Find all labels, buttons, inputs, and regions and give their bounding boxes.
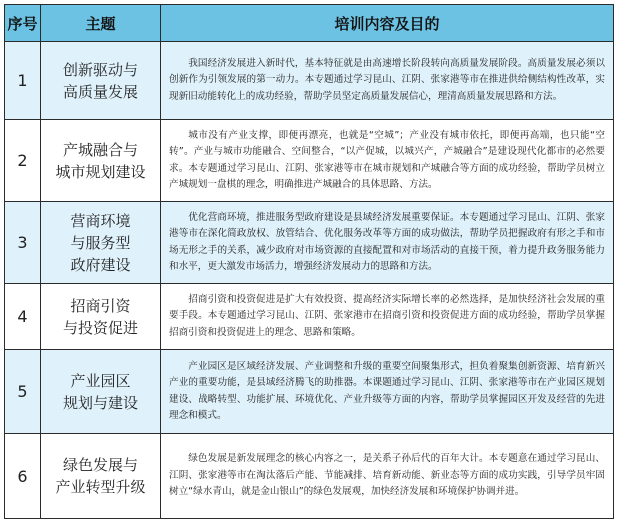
- table-row: [5, 350, 614, 434]
- topic-line: 高质量发展: [62, 82, 138, 101]
- row-topic: [41, 42, 161, 120]
- header-number: 序号: [5, 5, 41, 42]
- topic-line: 产业园区: [70, 371, 131, 390]
- row-number: 4: [5, 284, 41, 350]
- table-row: [5, 284, 614, 350]
- row-topic: [41, 350, 161, 434]
- row-topic: [41, 202, 161, 284]
- row-number: 2: [5, 120, 41, 202]
- topic-line: 与服务型: [70, 233, 131, 252]
- row-content: 城市没有产业支撑，即便再漂亮，也就是“空城”；产业没有城市依托，即便再高端，也只能“空转”。产业与城市功能融合、空间整合，“以产促城，以城兴产，产城融合”是建设现代化都市的必然要求。本专题通过学习昆山、江阴、张家港等市在城市规划和产城融合等方面的成功经验，帮助学员树立产城规划一盘棋的理念，明确推进产城融合的具体思路、方法。: [161, 120, 614, 202]
- table-row: [5, 120, 614, 202]
- row-content: 产业园区是区域经济发展、产业调整和升级的重要空间聚集形式，担负着聚集创新资源、培育新兴产业的重要功能，是县域经济腾飞的助推器。本课题通过学习昆山、江阴、张家港等市在产业园区规划建设、战略转型、功能扩展、环境优化、产业升级等方面的内容，帮助学员掌握园区开发及经营的先进理念和模式。: [161, 350, 614, 434]
- training-table-wrapper: [4, 4, 613, 519]
- row-number: 6: [5, 434, 41, 519]
- table-row: [5, 42, 614, 120]
- topic-line: 产城融合与: [62, 140, 138, 159]
- table-row: [5, 202, 614, 284]
- row-topic: [41, 284, 161, 350]
- topic-line: 政府建设: [70, 255, 131, 274]
- row-number: 5: [5, 350, 41, 434]
- table-header-row: [5, 5, 614, 42]
- row-number: 3: [5, 202, 41, 284]
- row-content: 招商引资和投资促进是扩大有效投资、提高经济实际增长率的必然选择，是加快经济社会发展的重要手段。本专题通过学习昆山、江阴、张家港市在招商引资和投资促进方面的成功经验，帮助学员掌握招商引资和投资促进上的理念、思路和策略。: [161, 284, 614, 350]
- header-topic: 主题: [41, 5, 161, 42]
- topic-line: 招商引资: [70, 296, 131, 315]
- header-content: 培训内容及目的: [161, 5, 614, 42]
- topic-line: 产业转型升级: [55, 478, 146, 496]
- topic-line: 规划与建设: [62, 393, 138, 412]
- topic-line: 与投资促进: [62, 318, 138, 337]
- row-number: 1: [5, 42, 41, 120]
- topic-line: 营商环境: [70, 211, 131, 230]
- row-content: 我国经济发展进入新时代，基本特征就是由高速增长阶段转向高质量发展阶段。高质量发展必须以创新作为引领发展的第一动力。本专题通过学习昆山、江阴、张家港等市在推进供给侧结构性改革，实现新旧动能转化上的成功经验，帮助学员坚定高质量发展信心，理清高质量发展思路和方法。: [161, 42, 614, 120]
- row-content: 优化营商环境，推进服务型政府建设是县域经济发展重要保证。本专题通过学习昆山、江阴、张家港等市在深化简政放权、放管结合、优化服务改革等方面的成功做法，帮助学员把握政府有形之手和市场无形之手的关系，减少政府对市场资源的直接配置和对市场活动的直接干预，着力提升政务服务能力和水平，更大激发市场活力，增强经济发展动力的思路和方法。: [161, 202, 614, 284]
- topic-line: 绿色发展与: [62, 456, 138, 474]
- row-topic: [41, 434, 161, 519]
- topic-line: 创新驱动与: [62, 60, 138, 79]
- row-content: 绿色发展是新发展理念的核心内容之一，是关系子孙后代的百年大计。本专题意在通过学习昆山、江阴、张家港等市在淘汰落后产能、节能减排、培育新动能、新业态等方面的成功实践，引导学员牢固树立“绿水青山，就是金山银山”的绿色发展观，加快经济发展和环境保护协调并进。: [161, 434, 614, 519]
- row-topic: [41, 120, 161, 202]
- table-row: [5, 434, 614, 519]
- training-topics-table: [4, 4, 614, 519]
- topic-line: 城市规划建设: [55, 162, 146, 181]
